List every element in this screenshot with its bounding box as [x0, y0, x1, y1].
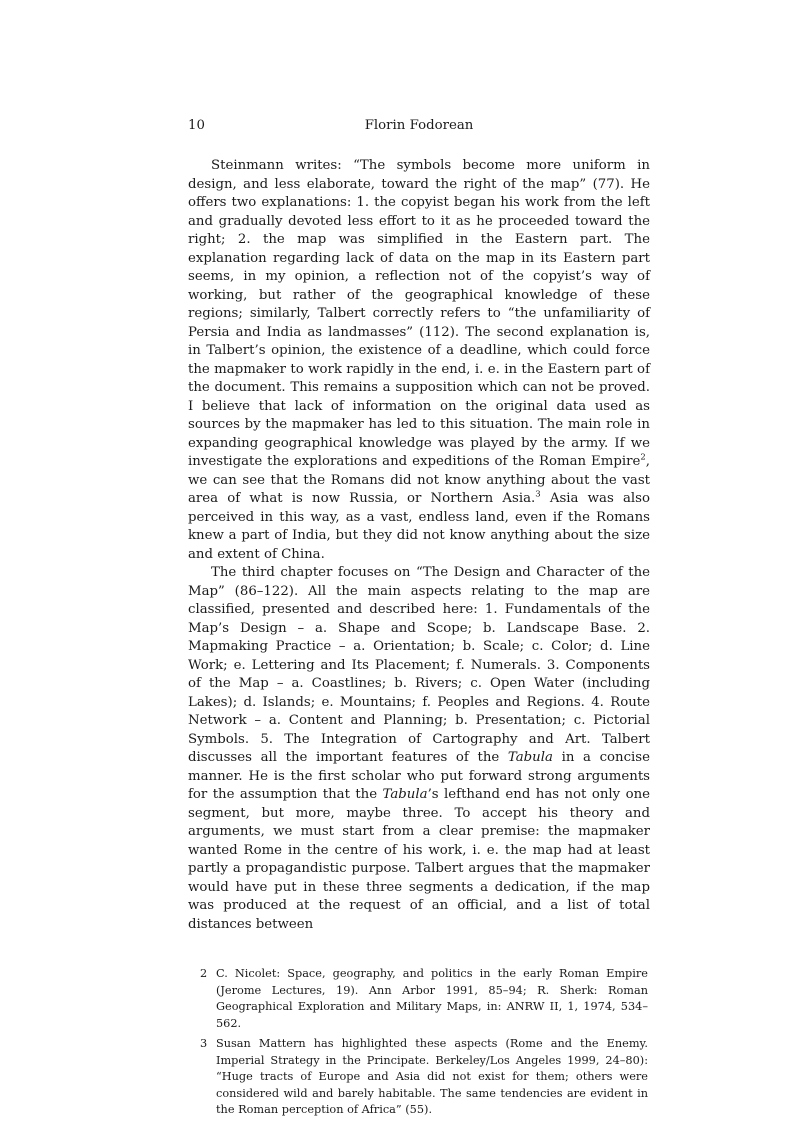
italic-tabula: Tabula — [507, 750, 553, 765]
footnote-ref-2[interactable]: 2 — [640, 452, 646, 463]
paragraph-1 — [188, 157, 650, 564]
page-number: 10 — [188, 118, 205, 133]
footnote — [188, 966, 650, 1032]
footnote-ref-3[interactable]: 3 — [535, 489, 541, 500]
paragraph-2-text-c: ’s lefthand end has not only one segment, but more, maybe three. To accept his theory and arguments, we must start from a clear premise: the mapmaker wanted Rome in the centre of his work, i. e. the map had at least partly a propagandistic purpose. Talbert argues that the mapmaker would have put in these three segments a dedication, if the map was produced at the request of an official, and a list of total distances between — [188, 787, 651, 932]
paragraph-2-text-b: in a concise manner. He is the first scholar who put forward strong arguments for the assumption that the — [188, 750, 650, 802]
footnote-number: 3 — [200, 1037, 208, 1050]
paragraph-1-text-c: Asia was also perceived in this way, as a vast, endless land, even if the Romans knew a part of India, but they did not know anything about the size and extent of China. — [188, 491, 650, 562]
body-text — [188, 157, 650, 934]
footnote-text: C. Nicolet: Space, geography, and politics in the early Roman Empire (Jerome Lectures, 19). Ann Arbor 1991, 85–94; R. Sherk: Roman Geographical Exploration and Military Maps, in: ANRW II, 1, 1974, 534–562. — [216, 967, 648, 1030]
footnote — [188, 1036, 650, 1119]
footnote-text: Susan Mattern has highlighted these aspects (Rome and the Enemy. Imperial Strategy in the Principate. Berkeley/Los Angeles 1999, 24–80): “Huge tracts of Europe and Asia did not exist for them; others were considered wild and barely habitable. The same tendencies are evident in the Roman perception of Africa” (55). — [216, 1037, 648, 1116]
italic-tabula: Tabula — [382, 787, 428, 802]
paragraph-2 — [188, 564, 650, 934]
page-header — [188, 118, 650, 138]
footnote-number: 2 — [200, 967, 208, 980]
page — [188, 118, 650, 1123]
running-head: Florin Fodorean — [364, 118, 474, 133]
paragraph-2-text-a: The third chapter focuses on “The Design and Character of the Map” (86–122). All the main aspects relating to the map are classified, presented and described here: 1. Fundamentals of the Map’s Design – a. Shape and Scope; b. Landscape Base. 2. Mapmaking Practice – a. Orientation; b. Scale; c. Color; d. Line Work; e. Lettering and Its Placement; f. Numerals. 3. Components of the Map – a. Coastlines; b. Rivers; c. Open Water (including Lakes); d. Islands; e. Mountains; f. Peoples and Regions. 4. Route Network – a. Content and Planning; b. Presentation; c. Pictorial Symbols. 5. The Integration of Cartography and Art. Talbert discusses all the important features of the — [188, 565, 650, 765]
paragraph-1-text-a: Steinmann writes: “The symbols become more uniform in design, and less elaborate, toward the right of the map” (77). He offers two explanations: 1. the copyist began his work from the left and gradually devoted less effort to it as he proceeded toward the right; 2. the map was simplified in the Eastern part. The explanation regarding lack of data on the map in its Eastern part seems, in my opinion, a reflection not of the copyist’s way of working, but rather of the geographical knowledge of these regions; similarly, Talbert correctly refers to “the unfamiliarity of Persia and India as landmasses” (112). The second explanation is, in Talbert’s opinion, the existence of a deadline, which could force the mapmaker to work rapidly in the end, i. e. in the Eastern part of the document. This remains a supposition which can not be proved. I believe that lack of information on the original data used as sources by the mapmaker has led to this situation. The main role in expanding geographical knowledge was played by the army. If we investigate the explorations and expeditions of the Roman Empire — [188, 158, 650, 469]
paragraph-1-text-b: , we can see that the Romans did not know anything about the vast area of what is now Russia, or Northern Asia. — [188, 454, 650, 506]
footnotes — [188, 966, 650, 1119]
